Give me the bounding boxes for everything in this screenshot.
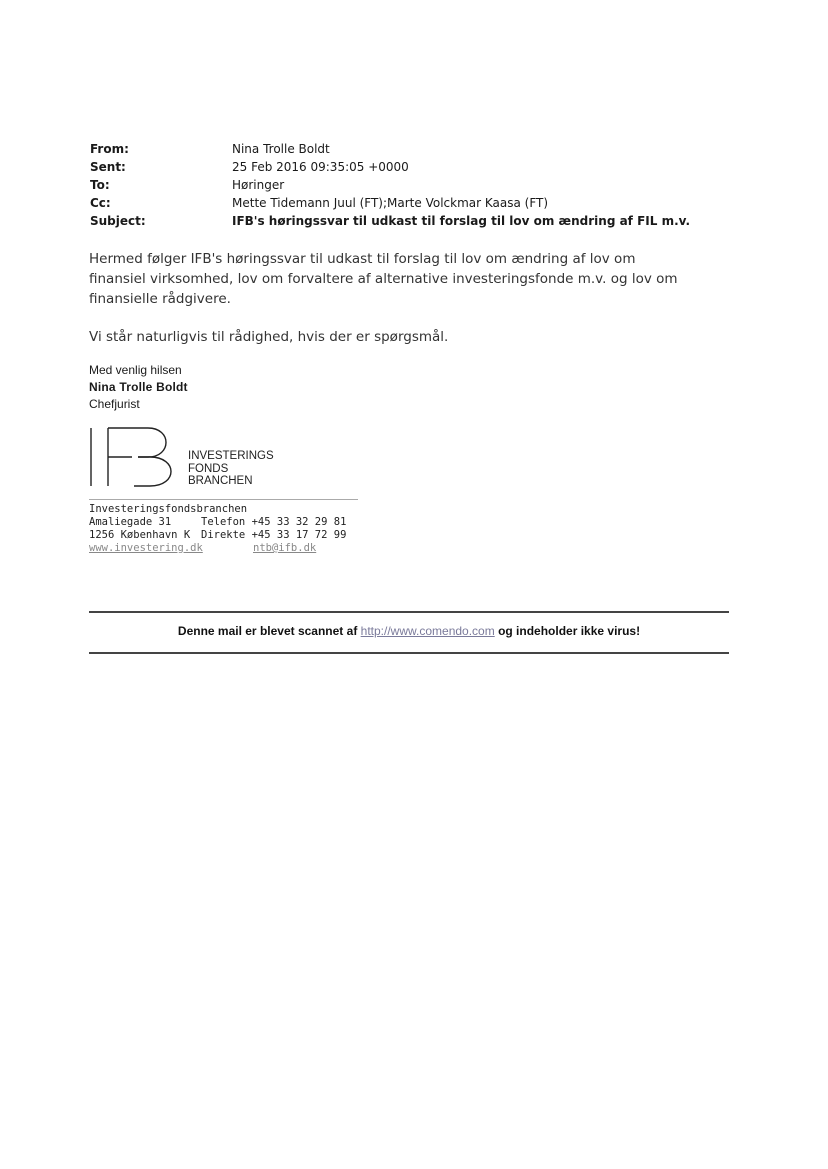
logo-line-1: INVESTERINGS: [188, 450, 274, 462]
from-value: Nina Trolle Boldt: [232, 142, 330, 156]
comendo-link[interactable]: http://www.comendo.com: [360, 624, 495, 638]
signature-name: Nina Trolle Boldt: [89, 380, 188, 394]
scan-rule-bottom: [89, 652, 729, 654]
contact-row-3: [89, 542, 346, 555]
subject-value: IFB's høringssvar til udkast til forslag til lov om ændring af FIL m.v.: [232, 214, 691, 228]
signature-divider: [89, 499, 358, 500]
contact-direct: +45 33 17 72 99: [251, 529, 347, 541]
logo-wordmark: [188, 450, 274, 488]
body-paragraph-2: Vi står naturligvis til rådighed, hvis der er spørgsmål.: [89, 329, 449, 345]
email-header: [90, 140, 750, 230]
ifb-logo-mark: [91, 428, 171, 486]
logo-line-2: FONDS: [188, 462, 229, 475]
from-label: From:: [90, 142, 129, 156]
header-to-row: [90, 176, 750, 194]
header-sent-row: [90, 158, 750, 176]
to-value: Høringer: [232, 178, 285, 192]
contact-direct-label: Direkte: [201, 529, 246, 541]
cc-value: Mette Tidemann Juul (FT);Marte Volckmar Kaasa (FT): [232, 196, 549, 210]
email-body: [89, 249, 689, 347]
cc-label: Cc:: [90, 196, 111, 210]
logo-line-3: BRANCHEN: [188, 475, 253, 487]
contact-address-2: 1256 København K: [89, 529, 191, 541]
contact-org: Investeringsfondsbranchen: [89, 503, 248, 515]
contact-address-1: Amaliegade 31: [89, 516, 172, 528]
scan-notice-after: og indeholder ikke virus!: [498, 624, 641, 638]
signature-greeting: Med venlig hilsen: [89, 363, 182, 377]
email-link[interactable]: ntb@ifb.dk: [253, 542, 317, 554]
contact-row-2: [89, 529, 346, 542]
signature: [89, 362, 188, 413]
sent-label: Sent:: [90, 160, 126, 174]
scan-notice: [89, 624, 729, 638]
contact-block: [89, 503, 346, 555]
contact-phone: +45 33 32 29 81: [251, 516, 347, 528]
header-cc-row: [90, 194, 750, 212]
scan-rule-top: [89, 611, 729, 613]
header-subject-row: [90, 212, 750, 230]
contact-row-1: [89, 516, 346, 529]
sent-value: 25 Feb 2016 09:35:05 +0000: [232, 160, 409, 174]
body-paragraph-1: Hermed følger IFB's høringssvar til udkast til forslag til lov om ændring af lov om finansiel virksomhed, lov om forvaltere af alternative investeringsfonde m.v. og lov om finansielle rådgivere.: [89, 251, 678, 307]
to-label: To:: [90, 178, 110, 192]
signature-title: Chefjurist: [89, 397, 140, 411]
subject-label: Subject:: [90, 214, 146, 228]
header-from-row: [90, 140, 750, 158]
website-link[interactable]: www.investering.dk: [89, 542, 203, 554]
scan-notice-before: Denne mail er blevet scannet af: [177, 624, 358, 638]
contact-phone-label: Telefon: [201, 516, 246, 528]
